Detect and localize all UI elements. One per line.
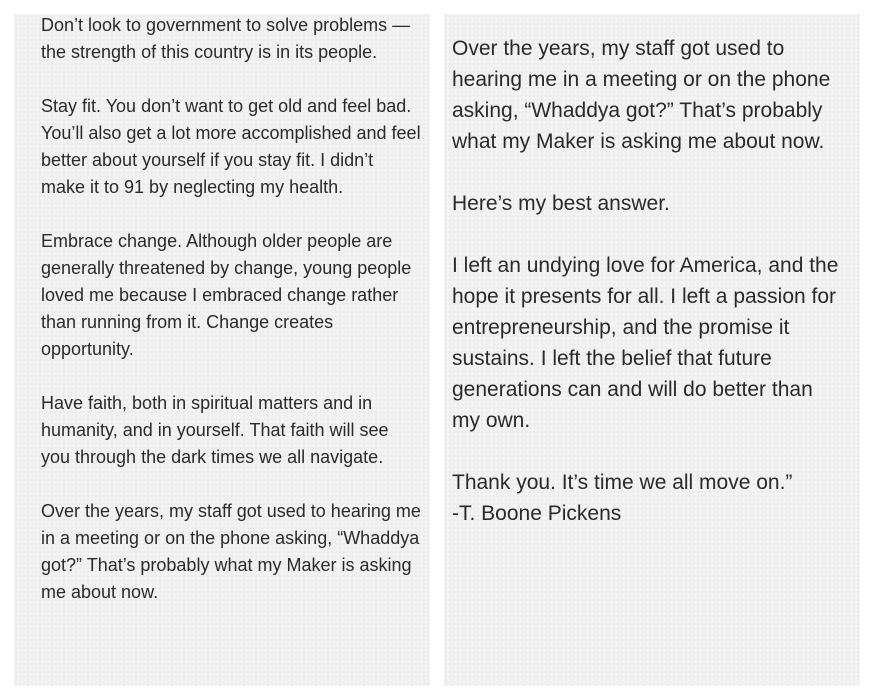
paragraph-whaddya-got-continued <box>452 33 860 157</box>
text-line: Over the years, my staff got used to <box>452 37 785 60</box>
text-line: I left an undying love for America, and the <box>452 254 839 277</box>
paragraph-best-answer: Here’s my best answer. <box>452 192 670 215</box>
text-line: entrepreneurship, and the promise it <box>452 316 790 339</box>
text-line: hope it presents for all. I left a passion for <box>452 285 837 308</box>
signature: -T. Boone Pickens <box>452 502 622 525</box>
paragraph-legacy <box>452 250 860 436</box>
right-page <box>444 14 860 686</box>
text-line: generations can and will do better than <box>452 378 813 401</box>
paragraph-have-faith: Have faith, both in spiritual matters and in humanity, and in yourself. That faith will see you through the dark times we all navigate. <box>41 393 389 467</box>
text-line: hearing me in a meeting or on the phone <box>452 68 831 91</box>
right-page-text <box>452 33 860 529</box>
left-page <box>14 14 430 686</box>
closing-line: Thank you. It’s time we all move on.” <box>452 471 793 494</box>
text-line: sustains. I left the belief that future <box>452 347 772 370</box>
paragraph-whaddya-got: Over the years, my staff got used to hearing me in a meeting or on the phone asking, “Whaddya got?” That’s probably what my Maker is asking me about now. <box>41 501 421 602</box>
text-line: my own. <box>452 409 531 432</box>
text-line: what my Maker is asking me about now. <box>452 130 825 153</box>
text-line: asking, “Whaddya got?” That’s probably <box>452 99 823 122</box>
paragraph-government: Don’t look to government to solve problems — the strength of this country is in its people. <box>41 15 411 62</box>
paragraph-stay-fit: Stay fit. You don’t want to get old and feel bad. You’ll also get a lot more accomplished and feel better about yourself if you stay fit. I didn’t make it to 91 by neglecting my health. <box>41 96 421 197</box>
paragraph-embrace-change: Embrace change. Although older people are generally threatened by change, young people loved me because I embraced change rather than running from it. Change creates opportunity. <box>41 231 412 359</box>
left-page-text <box>41 14 421 633</box>
